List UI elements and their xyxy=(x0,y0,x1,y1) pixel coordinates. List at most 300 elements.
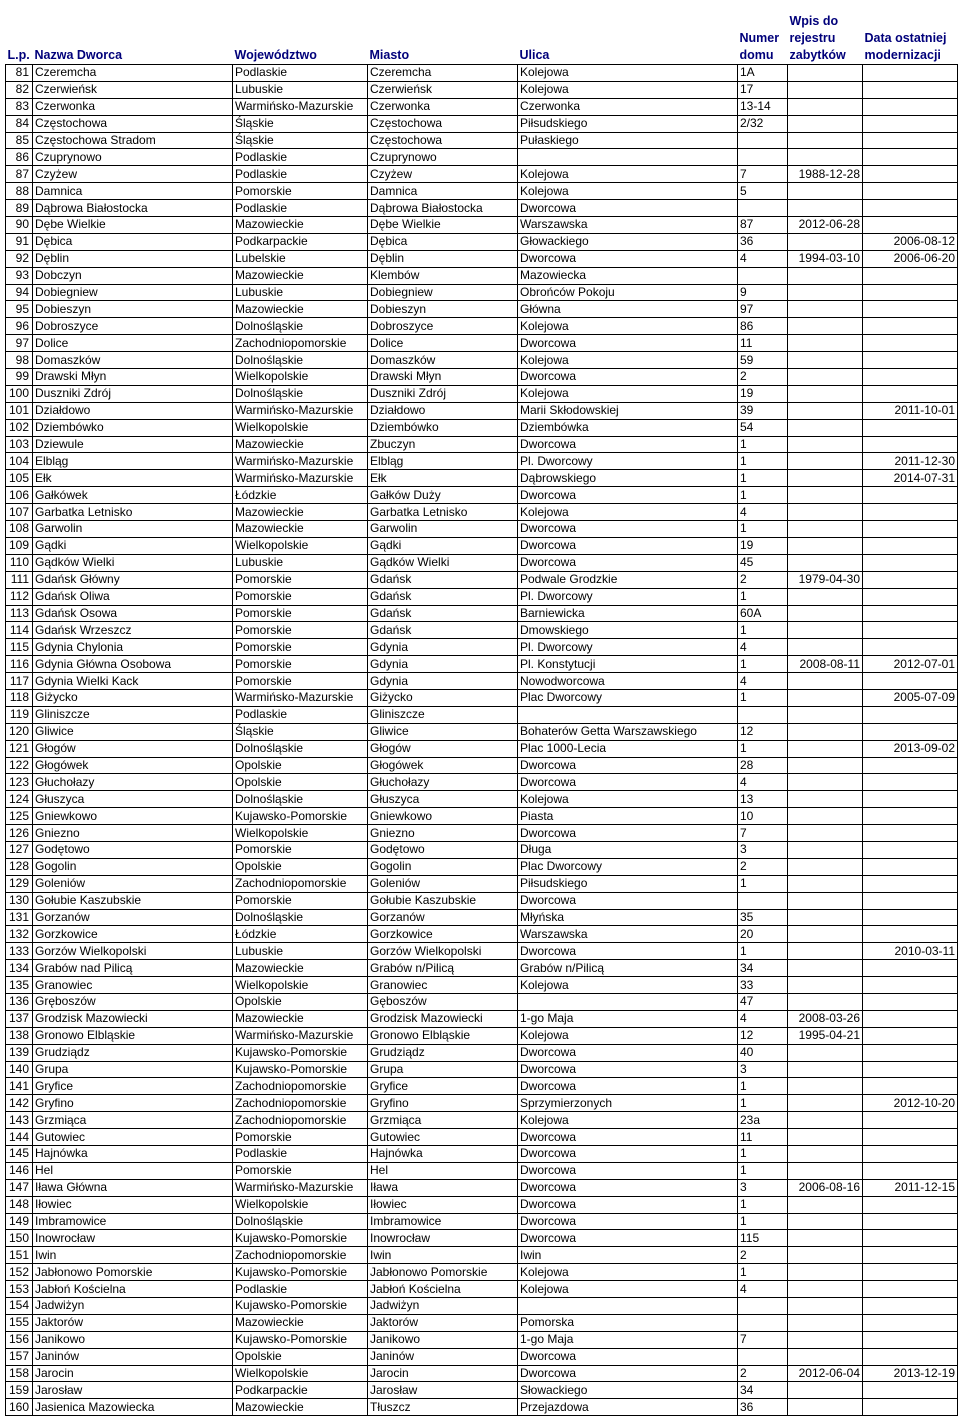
table-row xyxy=(6,723,958,740)
cell-nazwa: Gorzanów xyxy=(33,909,233,926)
table-row xyxy=(6,98,958,115)
cell-data: 2012-07-01 xyxy=(863,656,958,673)
header-data: Data ostatniej modernizacji xyxy=(864,31,947,62)
cell-numer: 3 xyxy=(738,1061,788,1078)
cell-miasto: Gdańsk xyxy=(368,588,518,605)
cell-miasto: Czuprynowo xyxy=(368,149,518,166)
cell-ulica: Dworcowa xyxy=(518,825,738,842)
cell-data xyxy=(863,605,958,622)
cell-wpis: 1979-04-30 xyxy=(788,571,863,588)
cell-miasto: Czeremcha xyxy=(368,65,518,82)
cell-wpis xyxy=(788,1213,863,1230)
table-row xyxy=(6,1095,958,1112)
table-row xyxy=(6,1213,958,1230)
cell-data xyxy=(863,318,958,335)
cell-nazwa: Iława Główna xyxy=(33,1179,233,1196)
cell-numer xyxy=(738,149,788,166)
table-row xyxy=(6,993,958,1010)
cell-data xyxy=(863,1247,958,1264)
cell-wojewodztwo: Wielkopolskie xyxy=(233,537,368,554)
cell-wpis xyxy=(788,81,863,98)
header-ulica: Ulica xyxy=(519,48,550,62)
cell-lp: 152 xyxy=(6,1264,33,1281)
cell-lp: 102 xyxy=(6,419,33,436)
cell-numer: 1 xyxy=(738,622,788,639)
cell-wpis xyxy=(788,977,863,994)
cell-wpis xyxy=(788,537,863,554)
cell-ulica: Obrońców Pokoju xyxy=(518,284,738,301)
cell-lp: 96 xyxy=(6,318,33,335)
cell-wojewodztwo: Pomorskie xyxy=(233,673,368,690)
cell-ulica: Mazowiecka xyxy=(518,267,738,284)
cell-nazwa: Gdańsk Osowa xyxy=(33,605,233,622)
cell-lp: 116 xyxy=(6,656,33,673)
cell-nazwa: Ełk xyxy=(33,470,233,487)
cell-ulica: Młyńska xyxy=(518,909,738,926)
cell-ulica: Warszawska xyxy=(518,926,738,943)
cell-nazwa: Dziewule xyxy=(33,436,233,453)
cell-wpis xyxy=(788,926,863,943)
table-row xyxy=(6,639,958,656)
table-row xyxy=(6,284,958,301)
cell-lp: 149 xyxy=(6,1213,33,1230)
cell-numer: 1 xyxy=(738,1213,788,1230)
cell-wpis xyxy=(788,436,863,453)
cell-lp: 160 xyxy=(6,1399,33,1416)
cell-wojewodztwo: Wielkopolskie xyxy=(233,419,368,436)
cell-wpis xyxy=(788,233,863,250)
cell-lp: 113 xyxy=(6,605,33,622)
table-row xyxy=(6,453,958,470)
cell-lp: 94 xyxy=(6,284,33,301)
table-row xyxy=(6,419,958,436)
cell-lp: 103 xyxy=(6,436,33,453)
cell-wojewodztwo: Warmińsko-Mazurskie xyxy=(233,98,368,115)
table-row xyxy=(6,706,958,723)
cell-numer: 28 xyxy=(738,757,788,774)
cell-lp: 139 xyxy=(6,1044,33,1061)
header-nazwa: Nazwa Dworca xyxy=(34,48,123,62)
cell-nazwa: Gdynia Wielki Kack xyxy=(33,673,233,690)
cell-nazwa: Grupa xyxy=(33,1061,233,1078)
cell-ulica: 1-go Maja xyxy=(518,1010,738,1027)
cell-wojewodztwo: Wielkopolskie xyxy=(233,369,368,386)
table-row xyxy=(6,166,958,183)
cell-ulica: Dworcowa xyxy=(518,250,738,267)
cell-wpis xyxy=(788,183,863,200)
cell-wpis xyxy=(788,622,863,639)
cell-wpis xyxy=(788,504,863,521)
cell-ulica: Słowackiego xyxy=(518,1382,738,1399)
cell-data xyxy=(863,757,958,774)
cell-wojewodztwo: Kujawsko-Pomorskie xyxy=(233,1298,368,1315)
cell-miasto: Gdańsk xyxy=(368,605,518,622)
cell-ulica: Plac 1000-Lecia xyxy=(518,740,738,757)
cell-ulica: Dworcowa xyxy=(518,1162,738,1179)
cell-lp: 127 xyxy=(6,841,33,858)
cell-nazwa: Dęblin xyxy=(33,250,233,267)
cell-nazwa: Granowiec xyxy=(33,977,233,994)
cell-data: 2012-10-20 xyxy=(863,1095,958,1112)
cell-ulica: Głowackiego xyxy=(518,233,738,250)
table-row xyxy=(6,1365,958,1382)
cell-lp: 82 xyxy=(6,81,33,98)
cell-numer: 17 xyxy=(738,81,788,98)
cell-nazwa: Głogówek xyxy=(33,757,233,774)
cell-wojewodztwo: Warmińsko-Mazurskie xyxy=(233,470,368,487)
cell-numer: 2 xyxy=(738,571,788,588)
cell-miasto: Jadwiżyn xyxy=(368,1298,518,1315)
cell-ulica: Dworcowa xyxy=(518,436,738,453)
cell-ulica: Dworcowa xyxy=(518,943,738,960)
cell-lp: 93 xyxy=(6,267,33,284)
cell-wojewodztwo: Dolnośląskie xyxy=(233,385,368,402)
cell-data xyxy=(863,723,958,740)
cell-numer: 59 xyxy=(738,352,788,369)
cell-miasto: Drawski Młyn xyxy=(368,369,518,386)
cell-wpis xyxy=(788,1095,863,1112)
cell-nazwa: Duszniki Zdrój xyxy=(33,385,233,402)
cell-data xyxy=(863,166,958,183)
table-row xyxy=(6,977,958,994)
cell-data xyxy=(863,858,958,875)
cell-ulica xyxy=(518,1298,738,1315)
cell-nazwa: Gałkówek xyxy=(33,487,233,504)
cell-numer: 115 xyxy=(738,1230,788,1247)
table-row xyxy=(6,537,958,554)
cell-numer: 1 xyxy=(738,656,788,673)
cell-nazwa: Dobieszyn xyxy=(33,301,233,318)
cell-miasto: Gogolin xyxy=(368,858,518,875)
cell-data xyxy=(863,1399,958,1416)
cell-lp: 107 xyxy=(6,504,33,521)
cell-ulica: Długa xyxy=(518,841,738,858)
cell-miasto: Gdańsk xyxy=(368,571,518,588)
cell-wojewodztwo: Opolskie xyxy=(233,993,368,1010)
cell-miasto: Czyżew xyxy=(368,166,518,183)
table-row xyxy=(6,1314,958,1331)
cell-wojewodztwo: Pomorskie xyxy=(233,1129,368,1146)
cell-nazwa: Gdynia Główna Osobowa xyxy=(33,656,233,673)
cell-nazwa: Janikowo xyxy=(33,1331,233,1348)
table-row xyxy=(6,943,958,960)
cell-numer: 40 xyxy=(738,1044,788,1061)
table-row xyxy=(6,757,958,774)
cell-numer: 1 xyxy=(738,436,788,453)
cell-miasto: Iłowiec xyxy=(368,1196,518,1213)
cell-lp: 106 xyxy=(6,487,33,504)
cell-data xyxy=(863,1078,958,1095)
cell-data xyxy=(863,335,958,352)
cell-nazwa: Głogów xyxy=(33,740,233,757)
table-row xyxy=(6,1281,958,1298)
cell-wpis xyxy=(788,132,863,149)
cell-ulica: Dworcowa xyxy=(518,335,738,352)
cell-numer: 1 xyxy=(738,487,788,504)
cell-data xyxy=(863,1146,958,1163)
cell-nazwa: Czeremcha xyxy=(33,65,233,82)
table-row xyxy=(6,1162,958,1179)
cell-nazwa: Domaszków xyxy=(33,352,233,369)
cell-data xyxy=(863,1264,958,1281)
cell-wojewodztwo: Śląskie xyxy=(233,132,368,149)
cell-data: 2005-07-09 xyxy=(863,689,958,706)
cell-ulica: Kolejowa xyxy=(518,65,738,82)
cell-data xyxy=(863,115,958,132)
cell-numer: 2 xyxy=(738,1365,788,1382)
cell-wpis xyxy=(788,453,863,470)
cell-nazwa: Dolice xyxy=(33,335,233,352)
cell-wpis xyxy=(788,673,863,690)
cell-wojewodztwo: Pomorskie xyxy=(233,1162,368,1179)
cell-miasto: Jarosław xyxy=(368,1382,518,1399)
cell-wojewodztwo: Mazowieckie xyxy=(233,436,368,453)
stations-table xyxy=(5,6,958,1416)
cell-nazwa: Działdowo xyxy=(33,402,233,419)
cell-nazwa: Dobczyn xyxy=(33,267,233,284)
cell-data xyxy=(863,504,958,521)
cell-data: 2010-03-11 xyxy=(863,943,958,960)
cell-wpis: 2006-08-16 xyxy=(788,1179,863,1196)
cell-wojewodztwo: Dolnośląskie xyxy=(233,1213,368,1230)
cell-wpis xyxy=(788,841,863,858)
table-row xyxy=(6,892,958,909)
table-row xyxy=(6,656,958,673)
cell-lp: 89 xyxy=(6,200,33,217)
cell-nazwa: Jarosław xyxy=(33,1382,233,1399)
table-row xyxy=(6,1230,958,1247)
cell-wpis xyxy=(788,808,863,825)
cell-ulica: Dworcowa xyxy=(518,369,738,386)
cell-nazwa: Janinów xyxy=(33,1348,233,1365)
cell-lp: 84 xyxy=(6,115,33,132)
cell-nazwa: Inowrocław xyxy=(33,1230,233,1247)
cell-data xyxy=(863,284,958,301)
table-row xyxy=(6,1382,958,1399)
table-row xyxy=(6,149,958,166)
cell-wojewodztwo: Śląskie xyxy=(233,723,368,740)
cell-numer: 1 xyxy=(738,943,788,960)
cell-lp: 90 xyxy=(6,217,33,234)
cell-wojewodztwo: Pomorskie xyxy=(233,656,368,673)
cell-data xyxy=(863,554,958,571)
cell-wojewodztwo: Podlaskie xyxy=(233,706,368,723)
cell-data xyxy=(863,1213,958,1230)
cell-wojewodztwo: Lubuskie xyxy=(233,81,368,98)
cell-numer: 1 xyxy=(738,1146,788,1163)
cell-wpis xyxy=(788,419,863,436)
cell-miasto: Garwolin xyxy=(368,521,518,538)
cell-lp: 91 xyxy=(6,233,33,250)
cell-ulica: Kolejowa xyxy=(518,1112,738,1129)
cell-data xyxy=(863,993,958,1010)
cell-ulica: Dworcowa xyxy=(518,1146,738,1163)
cell-wpis xyxy=(788,385,863,402)
cell-wojewodztwo: Warmińsko-Mazurskie xyxy=(233,1027,368,1044)
cell-numer xyxy=(738,1298,788,1315)
table-row xyxy=(6,740,958,757)
cell-miasto: Dębica xyxy=(368,233,518,250)
table-row xyxy=(6,1399,958,1416)
cell-wojewodztwo: Dolnośląskie xyxy=(233,740,368,757)
cell-miasto: Grupa xyxy=(368,1061,518,1078)
cell-data xyxy=(863,639,958,656)
cell-nazwa: Gliniszcze xyxy=(33,706,233,723)
table-row xyxy=(6,402,958,419)
table-row xyxy=(6,926,958,943)
table-row xyxy=(6,352,958,369)
cell-numer: 7 xyxy=(738,825,788,842)
cell-lp: 147 xyxy=(6,1179,33,1196)
table-row xyxy=(6,791,958,808)
cell-ulica: Kolejowa xyxy=(518,1027,738,1044)
table-row xyxy=(6,858,958,875)
cell-numer xyxy=(738,1314,788,1331)
cell-numer: 34 xyxy=(738,1382,788,1399)
cell-wojewodztwo: Podlaskie xyxy=(233,166,368,183)
cell-data xyxy=(863,200,958,217)
cell-wojewodztwo: Pomorskie xyxy=(233,841,368,858)
cell-ulica: Plac Dworcowy xyxy=(518,858,738,875)
cell-nazwa: Gądki xyxy=(33,537,233,554)
cell-wpis xyxy=(788,200,863,217)
cell-miasto: Częstochowa xyxy=(368,115,518,132)
cell-data xyxy=(863,1281,958,1298)
cell-numer: 47 xyxy=(738,993,788,1010)
table-row xyxy=(6,1298,958,1315)
cell-numer: 1 xyxy=(738,453,788,470)
cell-ulica: Dworcowa xyxy=(518,1179,738,1196)
cell-miasto: Goleniów xyxy=(368,875,518,892)
cell-lp: 101 xyxy=(6,402,33,419)
cell-wpis xyxy=(788,943,863,960)
cell-wpis xyxy=(788,1247,863,1264)
cell-ulica xyxy=(518,993,738,1010)
cell-wojewodztwo: Pomorskie xyxy=(233,571,368,588)
cell-miasto: Gryfino xyxy=(368,1095,518,1112)
cell-miasto: Gniezno xyxy=(368,825,518,842)
cell-data: 2006-08-12 xyxy=(863,233,958,250)
cell-miasto: Głogówek xyxy=(368,757,518,774)
cell-wpis xyxy=(788,1281,863,1298)
cell-wpis xyxy=(788,774,863,791)
cell-numer xyxy=(738,1348,788,1365)
cell-nazwa: Częstochowa Stradom xyxy=(33,132,233,149)
cell-numer: 4 xyxy=(738,1010,788,1027)
cell-numer: 60A xyxy=(738,605,788,622)
table-row xyxy=(6,1078,958,1095)
cell-wojewodztwo: Warmińsko-Mazurskie xyxy=(233,689,368,706)
table-row xyxy=(6,1112,958,1129)
cell-wpis xyxy=(788,284,863,301)
cell-wojewodztwo: Podkarpackie xyxy=(233,233,368,250)
cell-miasto: Gądki xyxy=(368,537,518,554)
cell-data: 2011-10-01 xyxy=(863,402,958,419)
cell-lp: 120 xyxy=(6,723,33,740)
cell-nazwa: Dębica xyxy=(33,233,233,250)
cell-wpis xyxy=(788,1314,863,1331)
cell-data xyxy=(863,706,958,723)
table-row xyxy=(6,1129,958,1146)
cell-lp: 117 xyxy=(6,673,33,690)
cell-lp: 145 xyxy=(6,1146,33,1163)
table-row xyxy=(6,1196,958,1213)
cell-numer: 10 xyxy=(738,808,788,825)
cell-nazwa: Iwin xyxy=(33,1247,233,1264)
cell-ulica: Kolejowa xyxy=(518,1264,738,1281)
cell-data xyxy=(863,588,958,605)
cell-wojewodztwo: Łódzkie xyxy=(233,926,368,943)
cell-wojewodztwo: Zachodniopomorskie xyxy=(233,875,368,892)
cell-lp: 151 xyxy=(6,1247,33,1264)
cell-data xyxy=(863,537,958,554)
cell-ulica: Marii Skłodowskiej xyxy=(518,402,738,419)
cell-ulica: Dworcowa xyxy=(518,1078,738,1095)
cell-data xyxy=(863,673,958,690)
cell-ulica: Główna xyxy=(518,301,738,318)
table-row xyxy=(6,1348,958,1365)
cell-wojewodztwo: Opolskie xyxy=(233,1348,368,1365)
cell-miasto: Jabłonowo Pomorskie xyxy=(368,1264,518,1281)
cell-wpis xyxy=(788,1382,863,1399)
cell-wpis xyxy=(788,1196,863,1213)
cell-data xyxy=(863,1331,958,1348)
cell-lp: 153 xyxy=(6,1281,33,1298)
cell-nazwa: Gronowo Elbląskie xyxy=(33,1027,233,1044)
cell-miasto: Dziembówko xyxy=(368,419,518,436)
cell-miasto: Dęblin xyxy=(368,250,518,267)
cell-nazwa: Hel xyxy=(33,1162,233,1179)
cell-lp: 128 xyxy=(6,858,33,875)
cell-numer: 11 xyxy=(738,1129,788,1146)
cell-wpis xyxy=(788,689,863,706)
cell-wpis xyxy=(788,1112,863,1129)
cell-data xyxy=(863,1348,958,1365)
cell-data xyxy=(863,132,958,149)
cell-nazwa: Grodzisk Mazowiecki xyxy=(33,1010,233,1027)
cell-miasto: Duszniki Zdrój xyxy=(368,385,518,402)
cell-miasto: Dobieszyn xyxy=(368,301,518,318)
cell-miasto: Gliwice xyxy=(368,723,518,740)
cell-wojewodztwo: Wielkopolskie xyxy=(233,1196,368,1213)
table-row xyxy=(6,267,958,284)
table-row xyxy=(6,689,958,706)
cell-wpis xyxy=(788,892,863,909)
cell-ulica: Piłsudskiego xyxy=(518,115,738,132)
cell-wojewodztwo: Wielkopolskie xyxy=(233,825,368,842)
cell-lp: 155 xyxy=(6,1314,33,1331)
cell-miasto: Częstochowa xyxy=(368,132,518,149)
cell-wpis xyxy=(788,909,863,926)
table-row xyxy=(6,369,958,386)
cell-wpis xyxy=(788,1331,863,1348)
cell-data xyxy=(863,183,958,200)
cell-wpis xyxy=(788,470,863,487)
cell-lp: 140 xyxy=(6,1061,33,1078)
table-row xyxy=(6,1027,958,1044)
cell-data xyxy=(863,1162,958,1179)
cell-wojewodztwo: Pomorskie xyxy=(233,183,368,200)
cell-miasto: Jaktorów xyxy=(368,1314,518,1331)
cell-nazwa: Głuchołazy xyxy=(33,774,233,791)
cell-nazwa: Godętowo xyxy=(33,841,233,858)
cell-lp: 111 xyxy=(6,571,33,588)
cell-wpis xyxy=(788,318,863,335)
cell-numer: 39 xyxy=(738,402,788,419)
cell-nazwa: Czuprynowo xyxy=(33,149,233,166)
cell-miasto: Zbuczyn xyxy=(368,436,518,453)
cell-ulica: Dworcowa xyxy=(518,487,738,504)
